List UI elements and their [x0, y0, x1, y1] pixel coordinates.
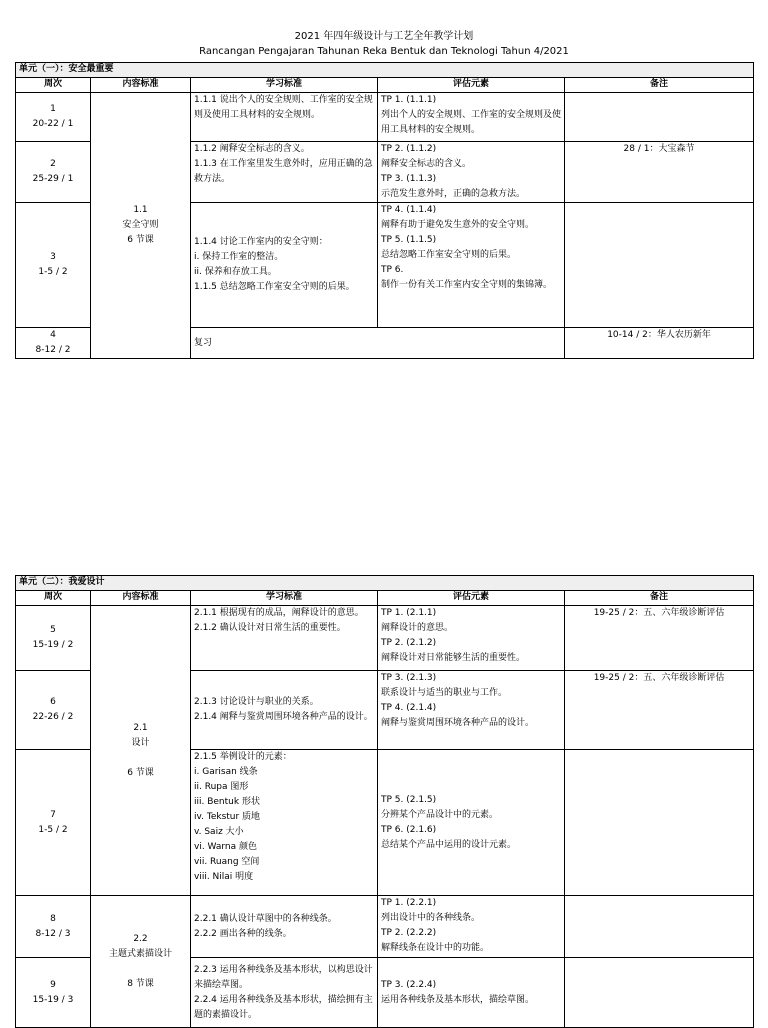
- note-cell: [565, 896, 754, 958]
- table-row: [16, 606, 754, 671]
- title-malay: Rancangan Pengajaran Tahunan Reka Bentuk dan Teknologi Tahun 4/2021: [199, 46, 569, 57]
- col-assessment: 评估元素: [378, 591, 565, 606]
- assessment-cell: TP 1. (2.2.1) 列出设计中的各种线条。 TP 2. (2.2.2) 解释线条在设计中的功能。: [378, 896, 565, 958]
- col-assessment: 评估元素: [378, 78, 565, 93]
- unit2-title: 单元（二）：我爱设计: [16, 576, 754, 591]
- assessment-cell: TP 3. (2.1.3) 联系设计与适当的职业与工作。 TP 4. (2.1.4) 阐释与鉴赏周围环境各种产品的设计。: [378, 671, 565, 750]
- week-cell: 7 1-5 / 2: [16, 750, 91, 896]
- week-cell: 3 1-5 / 2: [16, 203, 91, 328]
- assessment-cell: TP 3. (2.2.4) 运用各种线条及基本形状，描绘草图。: [378, 958, 565, 1028]
- col-week: 周次: [16, 591, 91, 606]
- learning-cell: 2.1.3 讨论设计与职业的关系。 2.1.4 阐释与鉴赏周围环境各种产品的设计。: [191, 671, 378, 750]
- assessment-cell: TP 5. (2.1.5) 分辨某个产品设计中的元素。 TP 6. (2.1.6) 总结某个产品中运用的设计元素。: [378, 750, 565, 896]
- week-cell: 4 8-12 / 2: [16, 328, 91, 359]
- table-row: [16, 93, 754, 142]
- title-chinese: 2021 年四年级设计与工艺全年教学计划: [294, 31, 474, 42]
- note-cell: 19-25 / 2：五、六年级诊断评估: [565, 606, 754, 671]
- note-cell: [565, 203, 754, 328]
- content-standard-cell: 2.1 设计 6 节课: [91, 606, 191, 896]
- note-cell: 28 / 1：大宝森节: [565, 142, 754, 203]
- col-week: 周次: [16, 78, 91, 93]
- unit1-title: 单元（一）：安全最重要: [16, 63, 754, 78]
- content-standard-cell: 1.1 安全守则 6 节课: [91, 93, 191, 359]
- assessment-cell: TP 1. (1.1.1) 列出个人的安全规则、工作室的安全规则及使用工具材料的安全规则。: [378, 93, 565, 142]
- note-cell: [565, 93, 754, 142]
- week-cell: 5 15-19 / 2: [16, 606, 91, 671]
- note-cell: 10-14 / 2：华人农历新年: [565, 328, 754, 359]
- assessment-cell: TP 4. (1.1.4) 阐释有助于避免发生意外的安全守则。 TP 5. (1.1.5) 总结忽略工作室安全守则的后果。 TP 6. 制作一份有关工作室内安全守则的集锦簿。: [378, 203, 565, 328]
- learning-cell: 2.1.5 举例设计的元素： i. Garisan 线条 ii. Rupa 图形 iii. Bentuk 形状 iv. Tekstur 质地 v. Saiz 大小 vi. Warna 颜色 vii. Ruang 空间 viii. Nilai 明度: [191, 750, 378, 896]
- col-notes: 备注: [565, 78, 754, 93]
- week-cell: 2 25-29 / 1: [16, 142, 91, 203]
- content-standard-cell: 2.2 主题式素描设计 8 节课: [91, 896, 191, 1028]
- note-cell: [565, 750, 754, 896]
- col-learning-standard: 学习标准: [191, 591, 378, 606]
- week-cell: 6 22-26 / 2: [16, 671, 91, 750]
- week-cell: 1 20-22 / 1: [16, 93, 91, 142]
- note-cell: 19-25 / 2：五、六年级诊断评估: [565, 671, 754, 750]
- learning-cell: 复习: [191, 328, 565, 359]
- col-content-standard: 内容标准: [91, 78, 191, 93]
- learning-cell: 2.2.3 运用各种线条及基本形状，以构思设计来描绘草图。 2.2.4 运用各种线条及基本形状，描绘拥有主题的素描设计。: [191, 958, 378, 1028]
- assessment-cell: TP 2. (1.1.2) 阐释安全标志的含义。 TP 3. (1.1.3) 示范发生意外时，正确的急救方法。: [378, 142, 565, 203]
- assessment-cell: TP 1. (2.1.1) 阐释设计的意思。 TP 2. (2.1.2) 阐释设计对日常能够生活的重要性。: [378, 606, 565, 671]
- table-row: [16, 896, 754, 958]
- learning-cell: 2.1.1 根据现有的成品，阐释设计的意思。 2.1.2 确认设计对日常生活的重要性。: [191, 606, 378, 671]
- unit1-table: [15, 62, 754, 359]
- learning-cell: 1.1.4 讨论工作室内的安全守则： i. 保持工作室的整洁。 ii. 保养和存放工具。 1.1.5 总结忽略工作室安全守则的后果。: [191, 203, 378, 328]
- week-cell: 9 15-19 / 3: [16, 958, 91, 1028]
- week-cell: 8 8-12 / 3: [16, 896, 91, 958]
- col-notes: 备注: [565, 591, 754, 606]
- learning-cell: 1.1.2 阐释安全标志的含义。 1.1.3 在工作室里发生意外时，应用正确的急救方法。: [191, 142, 378, 203]
- col-content-standard: 内容标准: [91, 591, 191, 606]
- unit2-table: [15, 575, 754, 1028]
- learning-cell: 1.1.1 说出个人的安全规则、工作室的安全规则及使用工具材料的安全规则。: [191, 93, 378, 142]
- note-cell: [565, 958, 754, 1028]
- col-learning-standard: 学习标准: [191, 78, 378, 93]
- learning-cell: 2.2.1 确认设计草图中的各种线条。 2.2.2 画出各种的线条。: [191, 896, 378, 958]
